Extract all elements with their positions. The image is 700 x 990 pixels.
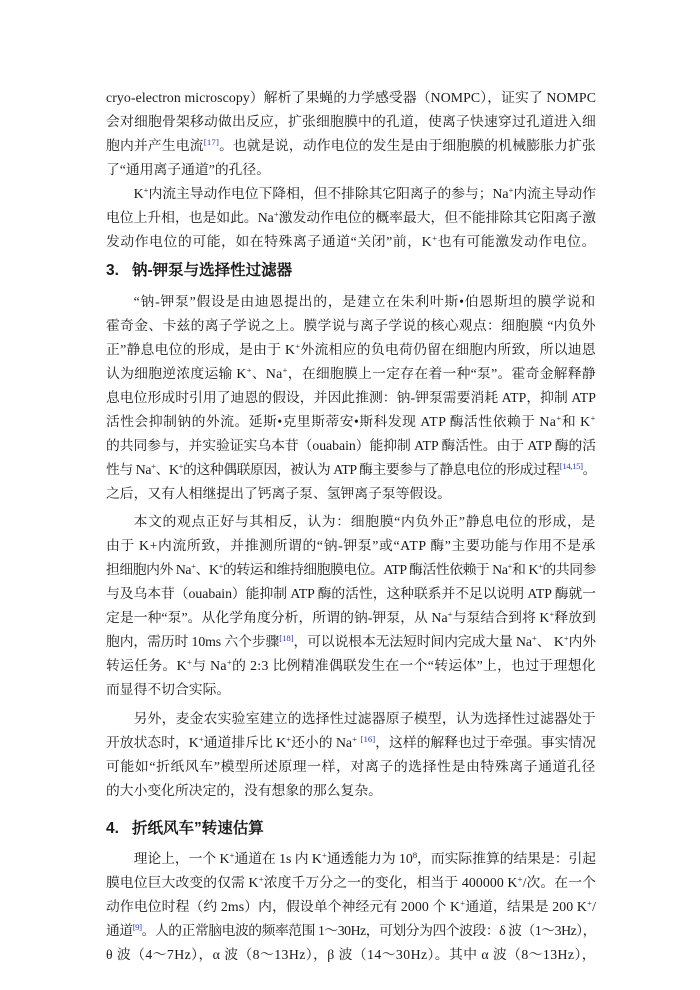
paragraph [106, 707, 596, 803]
superscript: + [531, 633, 537, 644]
line-content [106, 486, 451, 501]
line-content [106, 538, 596, 553]
text-run: θ 波（4～7Hz），α 波（8～13Hz），β 波（14～30Hz）。其中 α 波（8～13Hz）， [106, 947, 596, 962]
line-content [134, 294, 596, 309]
text-run: 的 2:3 比例精准偶联发生在一个“转运体”上，也过于理想化 [232, 658, 596, 673]
text-run: 通道排斥比 K [203, 735, 287, 750]
citation-link[interactable]: [17] [203, 137, 220, 148]
section-heading [106, 814, 596, 844]
superscript: + [537, 561, 543, 572]
line-content [106, 390, 596, 405]
superscript: + [517, 874, 523, 885]
text-run: 另外，麦金农实验室建立的选择性过滤器原子模型，认为选择性过滤器处于 [133, 711, 596, 726]
section-number: 4. [106, 820, 119, 837]
paragraph [106, 290, 596, 506]
text-run: 通道，结果是 200 K [465, 899, 587, 914]
line-content [106, 90, 596, 105]
superscript: + [460, 898, 466, 909]
text-run: 活性会抑制钠的外流。延斯•克里斯蒂安•斯科发现 ATP 酶活性依赖于 Na [106, 414, 557, 429]
line-content [106, 586, 596, 601]
text-run: 霍奇金、卡兹的离子学说之上。膜学说与离子学说的核心观点：细胞膜 “内负外 [106, 318, 596, 333]
text-run: 通道在 1s 内 K [234, 851, 322, 866]
text-line [106, 182, 596, 206]
line-content [106, 634, 596, 649]
text-run: cryo-electron microscopy）解析了果蝇的力学感受器（NOMPC），证实了 NOMPC [106, 90, 596, 105]
section-heading [106, 256, 596, 286]
text-run: 还小的 Na [291, 735, 353, 750]
text-run: 会对细胞骨架移动做出反应，扩张细胞膜中的孔道，使离子快速穿过孔道进入细 [106, 114, 596, 129]
superscript: + [286, 734, 292, 745]
text-line [106, 410, 596, 434]
line-content [106, 923, 596, 938]
text-run: 通道 [106, 923, 133, 938]
text-run: 担细胞内外 Na [106, 562, 192, 577]
text-run: 理论上，一个 K [133, 851, 230, 866]
text-line [106, 755, 596, 779]
superscript: + [563, 633, 569, 644]
text-run: 、K [195, 562, 219, 577]
text-run: 也有可能激发动作电位。 [437, 234, 596, 249]
text-run: 息电位形成时引用了迪恩的假设，并因此推测：钠-钾泵需要消耗 ATP，抑制 ATP [106, 390, 596, 405]
text-line [106, 582, 596, 606]
text-run: 动作电位时程（约 2ms）内，假设单个神经元有 2000 个 K [106, 899, 461, 914]
text-run: 释放到 [554, 610, 596, 625]
text-line [106, 779, 596, 803]
line-content [134, 514, 596, 529]
superscript: + [295, 341, 301, 352]
superscript: + [198, 734, 204, 745]
text-run: 激发动作电位的概率最大，但不能排除其它阳离子激 [278, 210, 596, 225]
superscript: + [590, 413, 596, 424]
superscript: + [273, 209, 279, 220]
citation-link[interactable]: [14,15] [559, 461, 583, 472]
superscript: + [258, 874, 264, 885]
line-content [106, 682, 230, 697]
text-run: ，而实际推算的结果是：引起 [417, 851, 596, 866]
text-line [106, 678, 596, 702]
text-line [106, 707, 596, 731]
line-content [106, 366, 596, 381]
text-run: /次。在一个 [522, 875, 596, 890]
line-content [106, 318, 596, 333]
text-line [106, 110, 596, 134]
line-content [106, 658, 596, 673]
text-run: 定是一种“泵”。从化学角度分析，所谓的钠-钾泵，从 Na [106, 610, 448, 625]
text-line [106, 482, 596, 506]
text-line [106, 606, 596, 630]
text-run: 内流主导动作 [513, 186, 596, 201]
superscript: + [352, 734, 358, 745]
line-content [106, 414, 596, 429]
text-run: 了“通用离子通道”的孔径。 [106, 162, 271, 177]
text-line [106, 943, 596, 967]
superscript: + [549, 609, 555, 620]
text-run: 开放状态时，K [106, 735, 199, 750]
text-run: 、K [155, 462, 179, 477]
text-line [106, 871, 596, 895]
text-run: 。 [582, 462, 596, 477]
text-run: 。人的正常脑电波的频率范围 1～30Hz，可划分为四个波段：δ 波（1～3Hz）， [141, 923, 596, 938]
text-run: 之后，又有人相继提出了钙离子泵、氢钾离子泵等假设。 [106, 486, 451, 501]
text-run: 。也就是说，动作电位的发生是由于细胞膜的机械膨胀力扩张 [219, 138, 596, 153]
superscript: + [143, 185, 149, 196]
text-run: 内外 [568, 634, 596, 649]
text-run: ，可以说根本无法短时间内完成大量 Na [293, 634, 532, 649]
superscript: + [191, 561, 196, 572]
text-run: 与及乌本苷（ouabain）能抑制 ATP 酶的活性，这种联系并不足以说明 ATP 酶就一 [106, 586, 596, 601]
text-run: 正”静息电位的形成，是由于 K [106, 342, 296, 357]
text-run: 由于 K+内流所致，并推测所谓的“钠-钾泵”或“ATP 酶”主要功能与作用不是承 [106, 538, 596, 553]
text-run: 的这种偶联原因，被认为 ATP 酶主要参与了静息电位的形成过程 [183, 462, 560, 477]
text-run: 的转运和维持细胞膜电位。ATP 酶活性依赖于 Na [223, 562, 508, 577]
superscript: + [508, 185, 514, 196]
superscript: + [321, 850, 327, 861]
text-run: 可能如“折纸风车”模型所述原理一样，对离子的选择性是由特殊离子通道孔径 [106, 759, 596, 774]
text-run: 的大小变化所决定的，没有想象的那么复杂。 [106, 783, 382, 798]
text-run: 胞内，需历时 10ms 六个步骤 [106, 634, 280, 649]
line-content [134, 186, 596, 201]
page-body [106, 86, 596, 967]
superscript: + [246, 365, 252, 376]
paragraph [106, 182, 596, 254]
text-line [106, 86, 596, 110]
superscript: + [447, 609, 453, 620]
text-run: 发动作电位的可能，如在特殊离子通道“关闭”前，K [106, 234, 433, 249]
text-run: “钠-钾泵”假设是由迪恩提出的，是建立在朱利叶斯•伯恩斯坦的膜学说和 [133, 294, 596, 309]
superscript: + [226, 657, 233, 668]
text-line [106, 362, 596, 386]
text-run: ，这样的解释也过于牵强。事实情况 [375, 735, 596, 750]
text-run: 的共同参 [542, 562, 596, 577]
text-run: 和 K [512, 562, 538, 577]
superscript: + [178, 461, 184, 472]
citation-link[interactable]: [16] [360, 734, 376, 745]
text-line [106, 895, 596, 919]
text-line [106, 731, 596, 755]
text-run: 与 Na [192, 658, 227, 673]
text-run: 浓度千万分之一的变化，相当于 400000 K [263, 875, 518, 890]
text-line [106, 558, 596, 582]
line-content [106, 562, 596, 577]
text-line [106, 386, 596, 410]
text-run: ，在细胞膜上一定存在着一种“泵”。霍奇金解释静 [287, 366, 596, 381]
text-line [106, 919, 596, 943]
line-content [106, 875, 596, 890]
text-run: 膜电位巨大改变的仅需 K [106, 875, 259, 890]
line-content [106, 114, 596, 129]
text-run: 的共同参与，并实验证实乌本苷（ouabain）能抑制 ATP 酶活性。由于 ATP 酶的活 [106, 438, 596, 453]
line-content [106, 438, 596, 453]
text-line [106, 230, 596, 254]
citation-link[interactable]: [9] [132, 922, 142, 933]
text-run: 通透能力为 10 [326, 851, 413, 866]
text-run: 与泵结合到将 K [452, 610, 550, 625]
text-line [106, 314, 596, 338]
paragraph [106, 86, 596, 182]
text-run: K [133, 186, 144, 201]
paragraph [106, 847, 596, 967]
line-content [106, 138, 596, 153]
paragraph [106, 510, 596, 702]
superscript: + [282, 365, 288, 376]
line-content [106, 899, 596, 914]
line-content [106, 947, 596, 962]
text-line [106, 290, 596, 314]
line-content [106, 342, 596, 357]
superscript: + [151, 461, 156, 472]
line-content [106, 610, 596, 625]
line-content [106, 234, 596, 249]
line-content [106, 735, 596, 750]
text-line [106, 654, 596, 678]
text-line [106, 134, 596, 158]
text-run: 本文的观点正好与其相反，认为：细胞膜“内负外正”静息电位的形成，是 [133, 514, 596, 529]
text-run: 、 K [536, 634, 564, 649]
text-line [106, 847, 596, 871]
text-line [106, 458, 596, 482]
line-content [134, 711, 596, 726]
text-run: 性与 Na [106, 462, 152, 477]
text-line [106, 510, 596, 534]
text-run: 电位上升相，也是如此。Na [106, 210, 274, 225]
superscript: + [229, 850, 235, 861]
superscript: + [432, 233, 438, 244]
superscript: + [186, 657, 193, 668]
superscript: + [586, 898, 593, 909]
text-run: 、Na [251, 366, 283, 381]
superscript: + [218, 561, 224, 572]
text-line [106, 630, 596, 654]
text-run: 和 K [561, 414, 591, 429]
superscript: + [507, 561, 513, 572]
text-run: / [592, 899, 596, 914]
text-run: 内流主导动作电位下降相，但不排除其它阳离子的参与；Na [148, 186, 509, 201]
section-number: 3. [106, 262, 119, 279]
line-content [106, 210, 596, 225]
citation-link[interactable]: [18] [279, 633, 294, 644]
section-title: 折纸风车”转速估算 [132, 820, 264, 837]
text-run: 胞内并产生电流 [106, 138, 204, 153]
text-line [106, 434, 596, 458]
superscript: + [556, 413, 562, 424]
superscript: 8 [412, 850, 418, 861]
line-content [106, 162, 270, 177]
line-content [134, 851, 596, 866]
text-run: 转运任务。K [106, 658, 187, 673]
section-title: 钠-钾泵与选择性过滤器 [132, 262, 293, 279]
text-run: 外流相应的负电荷仍留在细胞内所致，所以迪恩 [300, 342, 596, 357]
line-content [106, 759, 596, 774]
text-line [106, 206, 596, 230]
text-line [106, 534, 596, 558]
text-run: 认为细胞逆浓度运输 K [106, 366, 247, 381]
text-run: 而显得不切合实际。 [106, 682, 231, 697]
line-content [106, 783, 382, 798]
line-content [106, 462, 596, 477]
text-line [106, 158, 596, 182]
text-line [106, 338, 596, 362]
